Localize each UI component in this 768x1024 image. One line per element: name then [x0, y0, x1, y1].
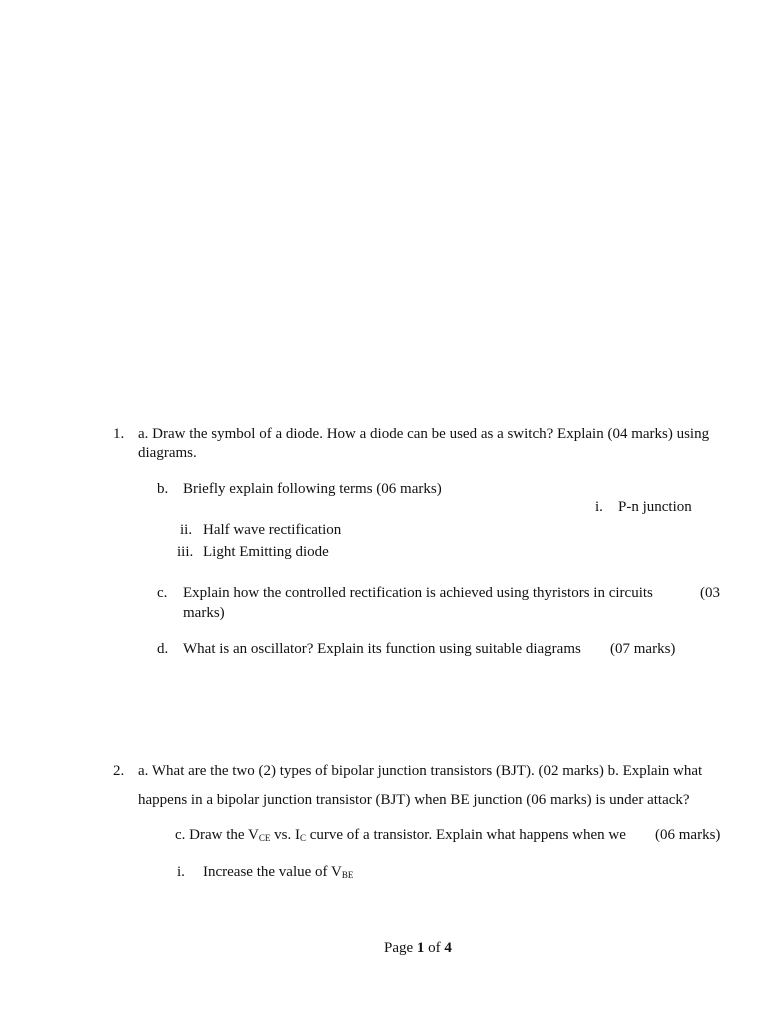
q2-c-mid: vs. I [270, 827, 300, 843]
q2-number: 2. [113, 763, 125, 779]
q2-i-text [203, 863, 353, 881]
q2-c-sub-ce: CE [258, 833, 271, 843]
q1-d-marker: d. [157, 641, 169, 657]
q2-c-pre: c. Draw the V [175, 827, 259, 843]
footer-current-page: 1 [416, 940, 425, 956]
q2-c-sub-c: C [299, 833, 306, 843]
q1-b-text: Briefly explain following terms (06 marks) [183, 481, 442, 497]
q1-c-marks-part2: marks) [183, 605, 225, 621]
q1-b-item-iii-marker: iii. [177, 544, 194, 560]
q2-line1: a. What are the two (2) types of bipolar junction transistors (BJT). (02 marks) b. Explain what [138, 763, 703, 779]
q1-d-text: What is an oscillator? Explain its function using suitable diagrams [183, 641, 581, 657]
q2-c-marks: (06 marks) [655, 827, 721, 843]
q1-c-text: Explain how the controlled rectification is achieved using thyristors in circuits [183, 585, 653, 601]
footer-of-word: of [428, 940, 441, 956]
footer-total-pages: 4 [444, 940, 452, 956]
q1-b-item-iii-text: Light Emitting diode [203, 544, 329, 560]
footer-page-word: Page [384, 940, 414, 956]
q2-c-post: curve of a transistor. Explain what happens when we [306, 827, 626, 843]
q1-b-marker: b. [157, 481, 169, 497]
q2-line2: happens in a bipolar junction transistor (BJT) when BE junction (06 marks) is under attack? [138, 792, 690, 808]
q1-a-line1: a. Draw the symbol of a diode. How a diode can be used as a switch? Explain (04 marks) using [138, 426, 710, 442]
q2-i-marker: i. [177, 864, 185, 880]
page-footer [384, 939, 452, 957]
q1-c-marker: c. [157, 585, 168, 601]
q1-a-line2: diagrams. [138, 445, 197, 461]
q1-number: 1. [113, 426, 125, 442]
q2-c-text [175, 826, 626, 844]
q2-i-text-main: Increase the value of V [203, 864, 342, 880]
q1-b-item-i-text: P-n junction [618, 499, 692, 515]
q1-d-marks: (07 marks) [610, 641, 676, 657]
q2-i-sub-be: BE [341, 870, 354, 880]
q1-c-marks-part1: (03 [700, 585, 720, 601]
q1-b-item-ii-marker: ii. [180, 522, 193, 538]
q1-b-item-i-marker: i. [595, 499, 603, 515]
q1-b-item-ii-text: Half wave rectification [203, 522, 342, 538]
